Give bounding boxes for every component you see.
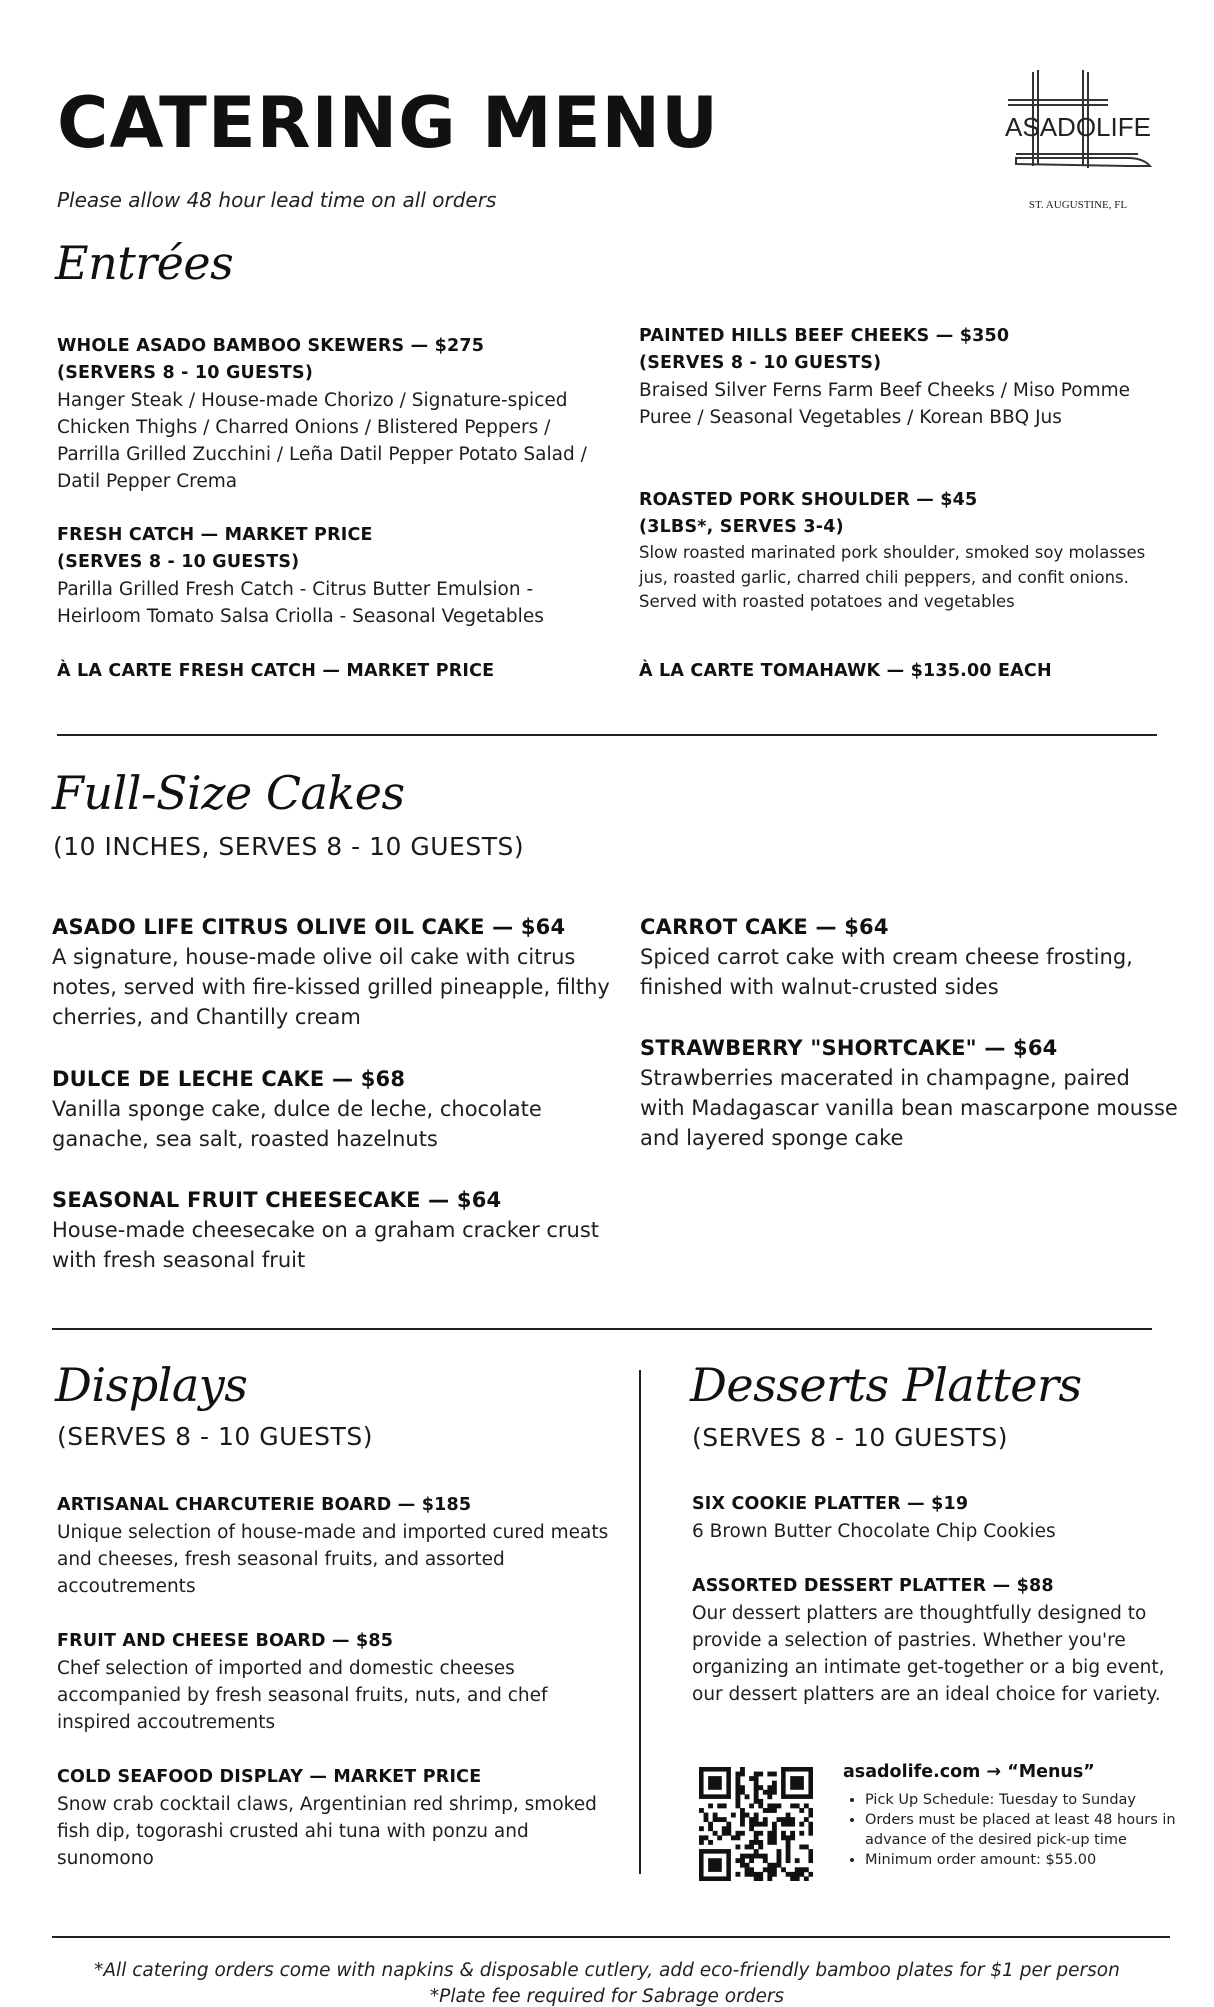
list-item: • Orders must be placed at least 48 hours in advance of the desired pick-up time xyxy=(865,1810,1183,1850)
item-title: ASSORTED DESSERT PLATTER — $88 xyxy=(692,1576,1054,1596)
item-title: ARTISANAL CHARCUTERIE BOARD — $185 xyxy=(57,1495,472,1515)
asadolife-logo xyxy=(978,66,1178,216)
item-description: Hanger Steak / House-made Chorizo / Signature-spiced Chicken Thighs / Charred Onions / Blistered Peppers / Parrilla Grilled Zucchini / Leña Datil Pepper Potato Salad / Datil Pepper Crema xyxy=(57,390,587,492)
item-title: PAINTED HILLS BEEF CHEEKS — $350 xyxy=(639,326,1010,346)
item-description: Strawberries macerated in champagne, paired with Madagascar vanilla bean mascarpone mousse and layered sponge cake xyxy=(640,1066,1178,1150)
menu-item xyxy=(57,333,617,495)
item-title: À LA CARTE FRESH CATCH — MARKET PRICE xyxy=(57,661,495,681)
logo-wordmark: ASADOLIFE xyxy=(1005,112,1151,142)
item-description: A signature, house-made olive oil cake with citrus notes, served with fire-kissed grilled pineapple, filthy cherries, and Chantilly cream xyxy=(52,945,610,1029)
desserts-heading: Desserts Platters xyxy=(690,1358,1082,1412)
ordering-rules xyxy=(843,1790,1183,1870)
qr-code-icon xyxy=(699,1767,813,1881)
menu-item xyxy=(57,522,617,630)
item-title: STRAWBERRY "SHORTCAKE" — $64 xyxy=(640,1036,1058,1060)
item-description: Slow roasted marinated pork shoulder, smoked soy molasses jus, roasted garlic, charred chili peppers, and confit onions. Served with roasted potatoes and vegetables xyxy=(639,543,1146,611)
menu-item xyxy=(639,487,1159,615)
item-title: FRESH CATCH — MARKET PRICE xyxy=(57,525,373,545)
item-description: House-made cheesecake on a graham cracker crust with fresh seasonal fruit xyxy=(52,1218,600,1272)
menu-item xyxy=(57,1764,597,1872)
cakes-serving-note: (10 INCHES, SERVES 8 - 10 GUESTS) xyxy=(53,832,525,861)
menu-item xyxy=(692,1573,1172,1708)
menu-item xyxy=(52,1185,622,1275)
menu-item xyxy=(57,1492,617,1600)
item-title: CARROT CAKE — $64 xyxy=(640,915,889,939)
section-divider xyxy=(57,734,1157,736)
list-item: • Minimum order amount: $55.00 xyxy=(865,1850,1183,1870)
item-description: Unique selection of house-made and imported cured meats and cheeses, fresh seasonal fruits, and assorted accoutrements xyxy=(57,1522,609,1597)
displays-serving-note: (SERVES 8 - 10 GUESTS) xyxy=(57,1422,373,1451)
item-description: 6 Brown Butter Chocolate Chip Cookies xyxy=(692,1521,1056,1542)
item-title: ASADO LIFE CITRUS OLIVE OIL CAKE — $64 xyxy=(52,915,566,939)
page-title: CATERING MENU xyxy=(57,82,719,164)
menu-item xyxy=(52,1064,622,1154)
item-title: COLD SEAFOOD DISPLAY — MARKET PRICE xyxy=(57,1767,482,1787)
item-description: Spiced carrot cake with cream cheese frosting, finished with walnut-crusted sides xyxy=(640,945,1133,999)
cakes-heading: Full-Size Cakes xyxy=(52,766,405,820)
menu-item xyxy=(640,1033,1180,1153)
item-title: SIX COOKIE PLATTER — $19 xyxy=(692,1494,969,1514)
menu-item xyxy=(57,658,617,685)
logo-location: ST. AUGUSTINE, FL xyxy=(1028,199,1128,211)
lead-time-note: Please allow 48 hour lead time on all orders xyxy=(57,188,497,212)
section-divider xyxy=(52,1328,1152,1330)
footer-note: *All catering orders come with napkins & disposable cutlery, add eco-friendly bamboo plates for $1 per person xyxy=(94,1960,1120,1981)
website-link[interactable]: asadolife.com → “Menus” xyxy=(843,1762,1095,1782)
item-description: Parilla Grilled Fresh Catch - Citrus Butter Emulsion - Heirloom Tomato Salsa Criolla - Seasonal Vegetables xyxy=(57,579,544,627)
item-serving: (SERVERS 8 - 10 GUESTS) xyxy=(57,363,314,383)
item-title: DULCE DE LECHE CAKE — $68 xyxy=(52,1067,406,1091)
grill-skewer-icon xyxy=(978,66,1178,216)
menu-item xyxy=(692,1491,1172,1545)
desserts-serving-note: (SERVES 8 - 10 GUESTS) xyxy=(692,1423,1008,1452)
item-serving: (SERVES 8 - 10 GUESTS) xyxy=(639,353,882,373)
item-title: WHOLE ASADO BAMBOO SKEWERS — $275 xyxy=(57,336,485,356)
menu-item xyxy=(57,1628,617,1736)
list-item: • Pick Up Schedule: Tuesday to Sunday xyxy=(865,1790,1183,1810)
qr-code[interactable] xyxy=(699,1767,813,1881)
menu-item xyxy=(639,323,1159,431)
item-serving: (3LBS*, SERVES 3-4) xyxy=(639,517,844,537)
item-description: Braised Silver Ferns Farm Beef Cheeks / Miso Pomme Puree / Seasonal Vegetables / Korean BBQ Jus xyxy=(639,380,1131,428)
column-divider xyxy=(639,1370,641,1874)
menu-item xyxy=(639,658,1159,685)
item-title: ROASTED PORK SHOULDER — $45 xyxy=(639,490,978,510)
item-description: Chef selection of imported and domestic cheeses accompanied by fresh seasonal fruits, nuts, and chef inspired accoutrements xyxy=(57,1658,548,1733)
menu-item xyxy=(52,912,622,1032)
entrees-heading: Entrées xyxy=(55,236,234,290)
displays-heading: Displays xyxy=(55,1358,248,1412)
section-divider xyxy=(52,1936,1170,1938)
item-description: Snow crab cocktail claws, Argentinian red shrimp, smoked fish dip, togorashi crusted ahi tuna with ponzu and sunomono xyxy=(57,1794,597,1869)
ordering-info xyxy=(843,1762,1183,1870)
footer-note-sabrage: *Plate fee required for Sabrage orders xyxy=(429,1986,785,2007)
item-serving: (SERVES 8 - 10 GUESTS) xyxy=(57,552,300,572)
item-description: Our dessert platters are thoughtfully designed to provide a selection of pastries. Whether you're organizing an intimate get-together or a big event, our dessert platters are an ideal choice for variety. xyxy=(692,1603,1165,1705)
item-title: FRUIT AND CHEESE BOARD — $85 xyxy=(57,1631,394,1651)
item-description: Vanilla sponge cake, dulce de leche, chocolate ganache, sea salt, roasted hazelnuts xyxy=(52,1097,542,1151)
item-title: SEASONAL FRUIT CHEESECAKE — $64 xyxy=(52,1188,502,1212)
item-title: À LA CARTE TOMAHAWK — $135.00 EACH xyxy=(639,661,1052,681)
menu-item xyxy=(640,912,1180,1002)
